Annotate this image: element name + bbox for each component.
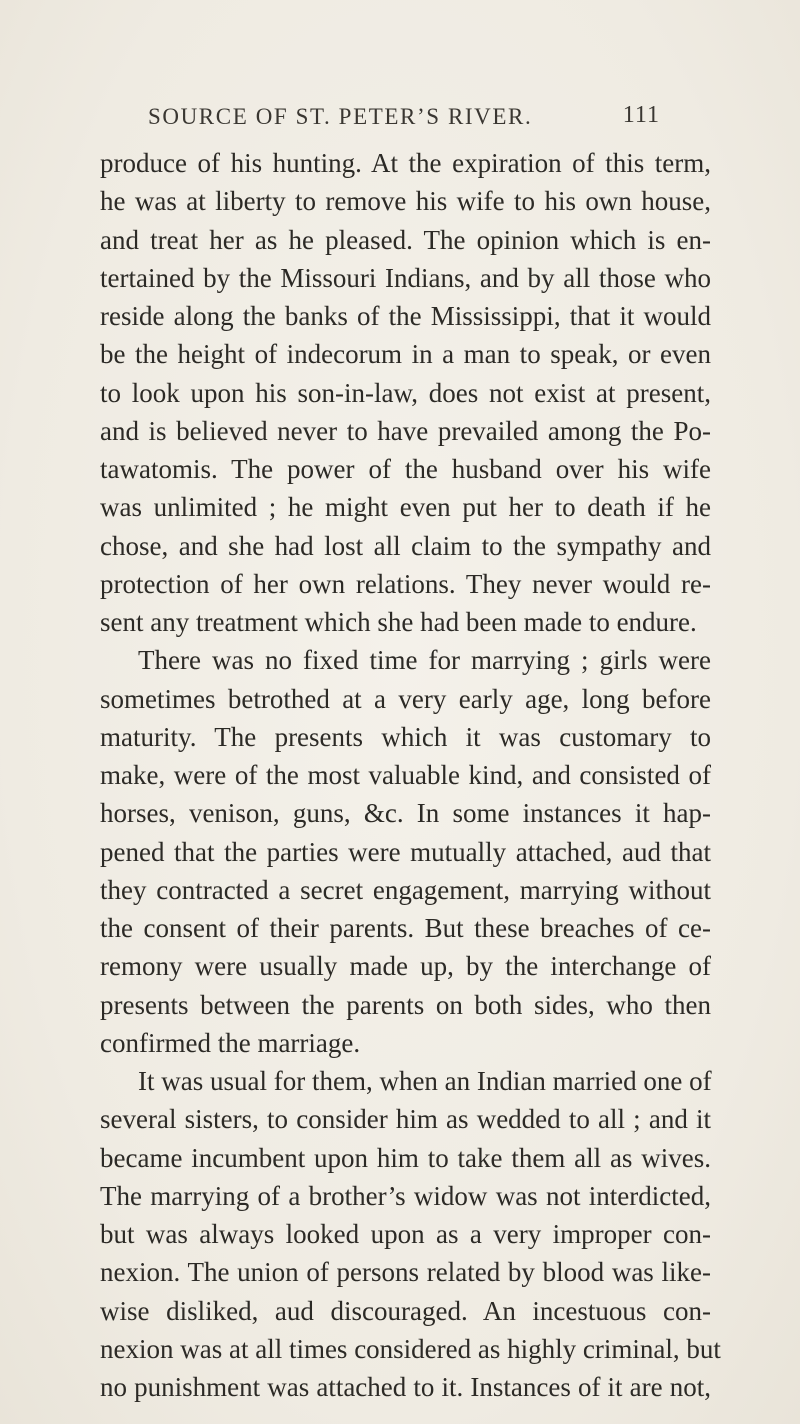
text-line: to look upon his son-in-law, does not exist at present, xyxy=(100,377,711,408)
text-line: presents between the parents on both sides, who then xyxy=(100,989,711,1020)
text-line: wise disliked, aud discouraged. An incestuous con- xyxy=(100,1295,711,1326)
text-line: and treat her as he pleased. The opinion which is en- xyxy=(100,224,711,255)
text-line: he was at liberty to remove his wife to his own house, xyxy=(100,186,711,217)
text-line: tertained by the Missouri Indians, and by all those who xyxy=(100,262,711,293)
text-line: pened that the parties were mutually attached, aud that xyxy=(100,836,711,867)
text-line: maturity. The presents which it was customary to xyxy=(100,721,711,752)
text-line: they contracted a secret engagement, marrying without xyxy=(100,874,711,905)
text-line: became incumbent upon him to take them all as wives. xyxy=(100,1142,711,1173)
text-line: produce of his hunting. At the expiration of this term, xyxy=(100,148,711,178)
text-line: be the height of indecorum in a man to speak, or even xyxy=(100,339,711,370)
text-line: no punishment was attached to it. Instances of it are not, xyxy=(100,1372,711,1402)
text-line: reside along the banks of the Mississippi, that it would xyxy=(100,301,711,331)
text-line: sent any treatment which she had been made to endure. xyxy=(100,607,697,637)
page-number: 111 xyxy=(622,102,660,128)
text-line: tawatomis. The power of the husband over his wife xyxy=(100,454,711,484)
text-line: chose, and she had lost all claim to the sympathy and xyxy=(100,530,711,561)
text-line: confirmed the marriage. xyxy=(100,1027,361,1058)
text-line: several sisters, to consider him as wedded to all ; and it xyxy=(100,1104,711,1135)
text-line: remony were usually made up, by the interchange of xyxy=(100,951,711,982)
text-line: nexion. The union of persons related by blood was like- xyxy=(100,1257,711,1288)
running-title: SOURCE OF ST. PETER’S RIVER. xyxy=(148,104,533,129)
running-head xyxy=(148,104,660,136)
text-line: nexion was at all times considered as highly criminal, but xyxy=(100,1333,721,1364)
body-text xyxy=(100,144,721,1406)
text-line: the consent of their parents. But these breaches of ce- xyxy=(100,913,711,943)
text-line: make, were of the most valuable kind, and consisted of xyxy=(100,760,711,790)
paragraph-first-line: There was no fixed time for marrying ; girls were xyxy=(138,645,711,676)
text-line: but was always looked upon as a very improper con- xyxy=(100,1219,711,1249)
text-line: horses, venison, guns, &c. In some instances it hap- xyxy=(100,798,711,829)
text-line: protection of her own relations. They never would re- xyxy=(100,568,711,599)
text-line: was unlimited ; he might even put her to death if he xyxy=(100,492,711,523)
text-line: The marrying of a brother’s widow was not interdicted, xyxy=(100,1180,711,1211)
text-line: and is believed never to have prevailed among the Po- xyxy=(100,415,711,446)
text-line: sometimes betrothed at a very early age, long before xyxy=(100,683,711,714)
paragraph-first-line: It was usual for them, when an Indian married one of xyxy=(138,1066,712,1096)
